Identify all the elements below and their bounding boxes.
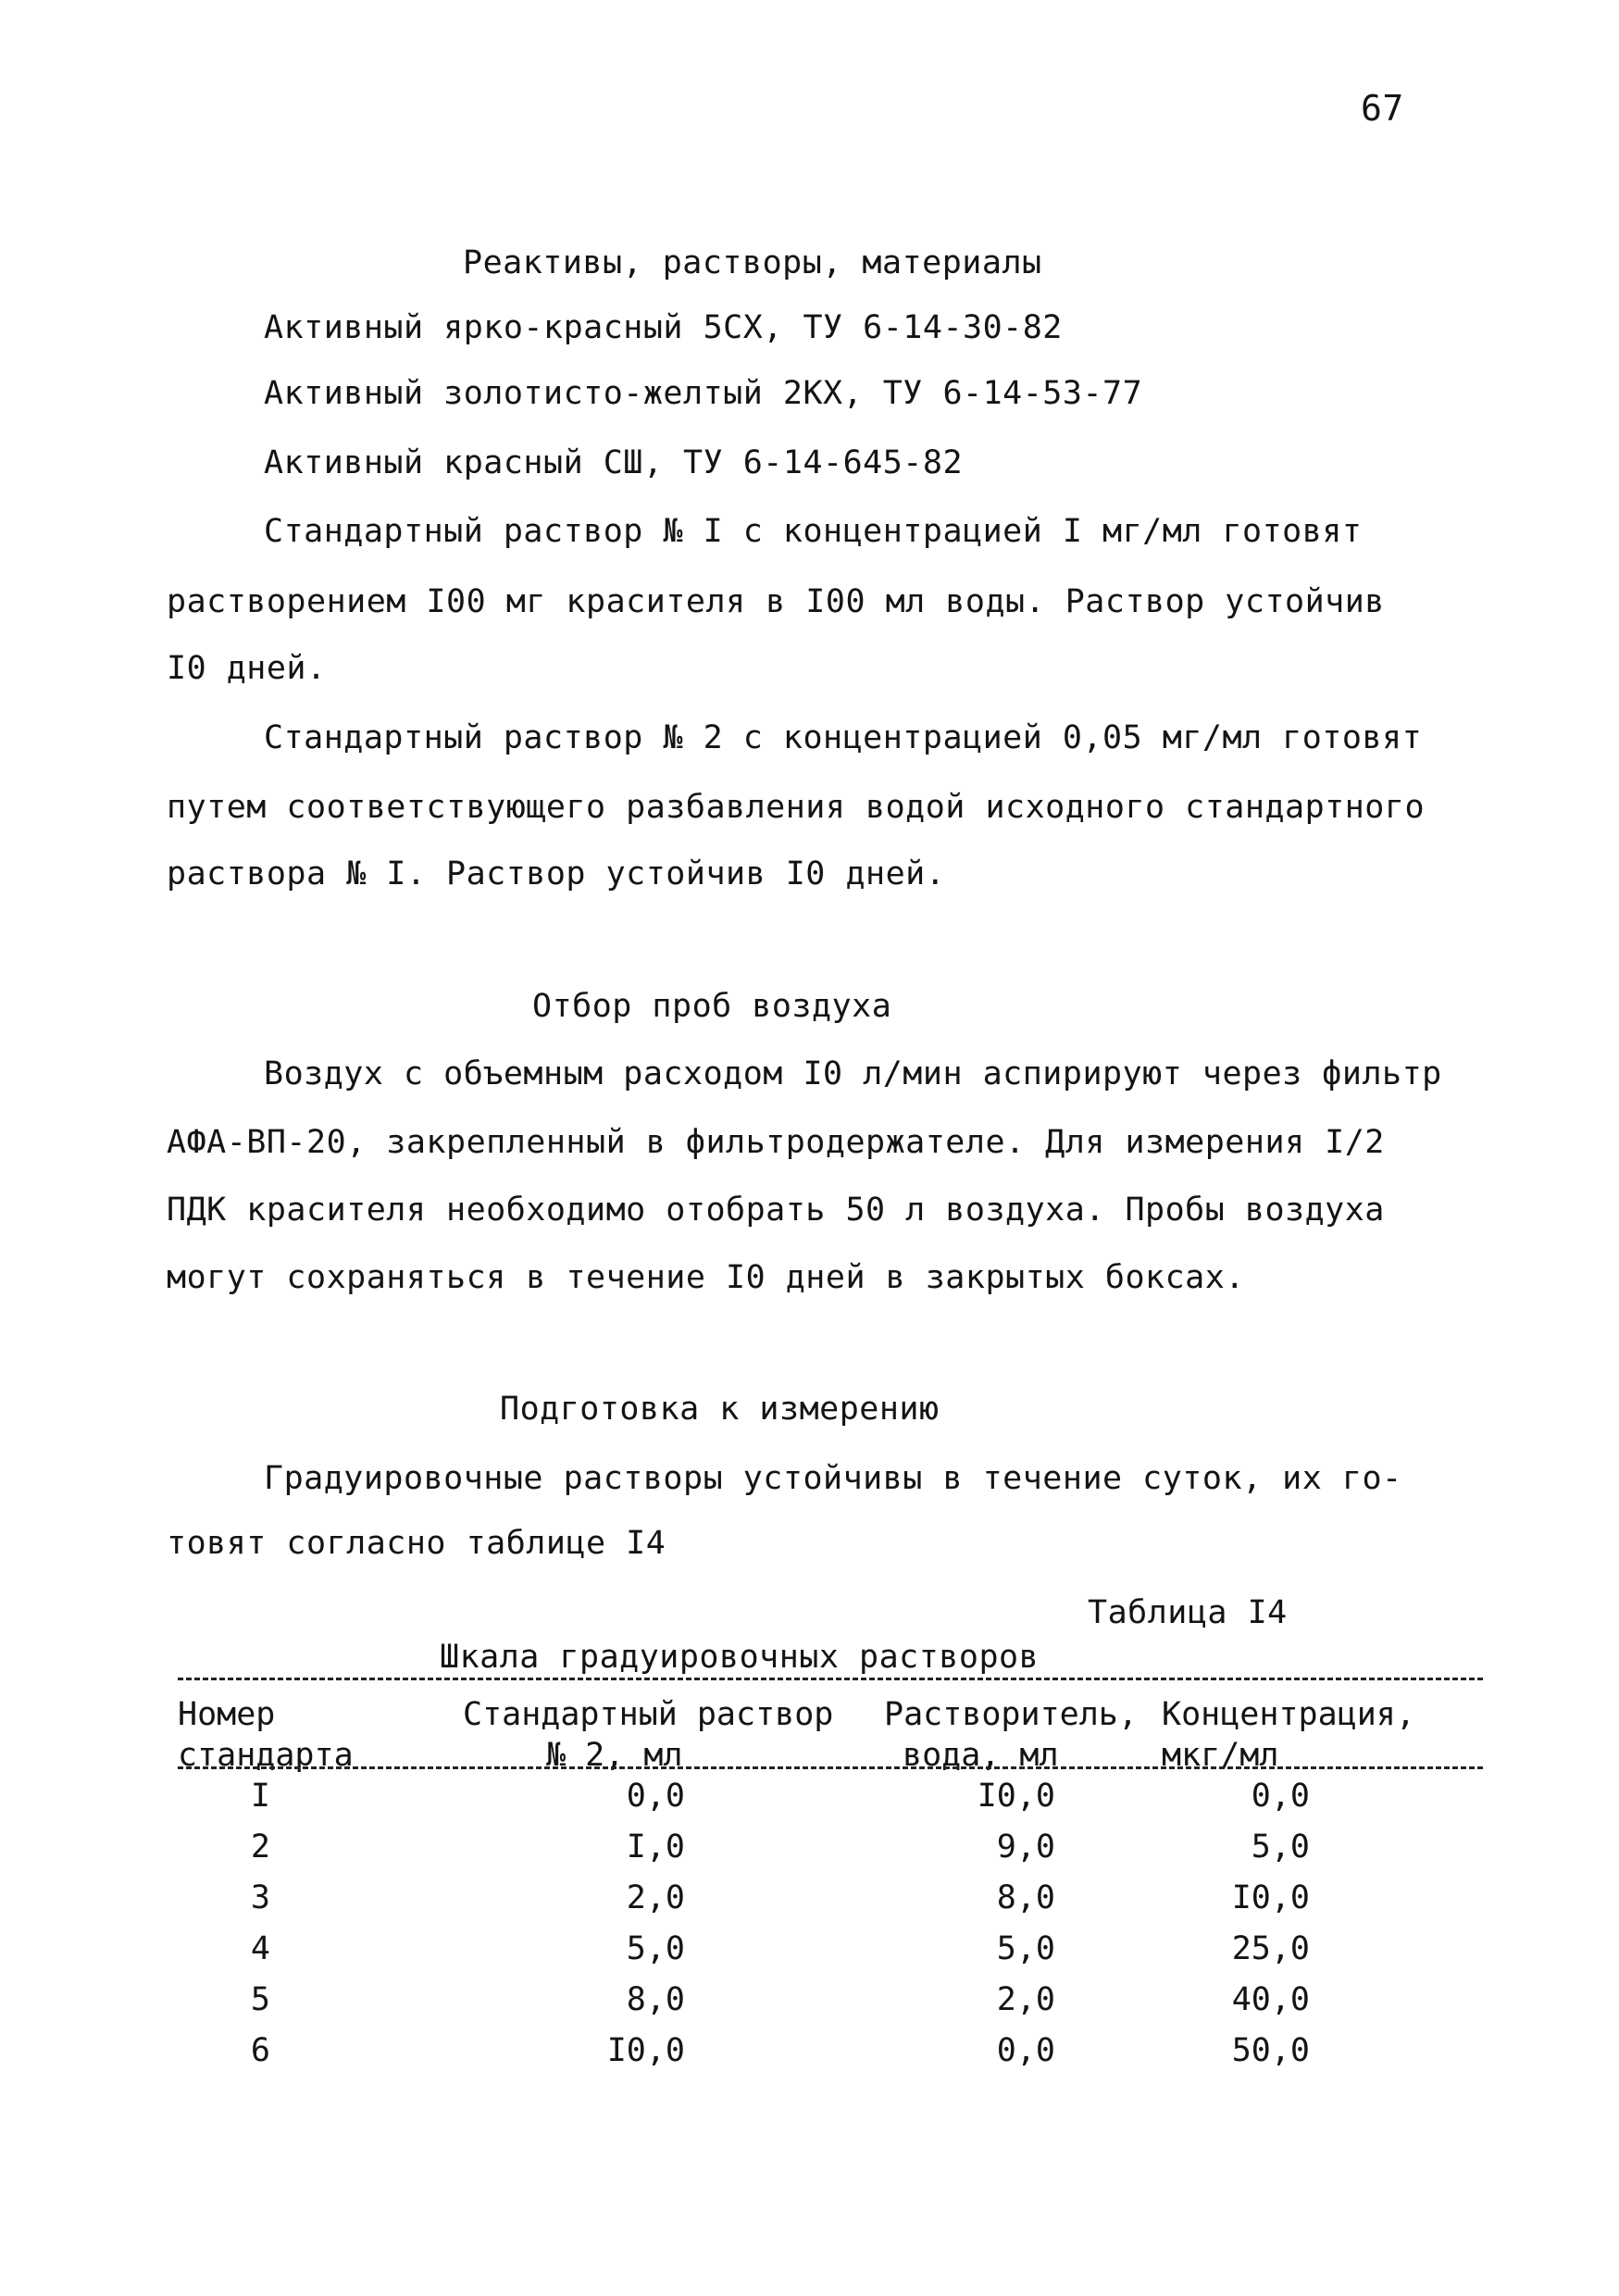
paragraph-line: раствора № I. Раствор устойчив I0 дней. — [167, 855, 946, 892]
table-cell: 40,0 — [1231, 1981, 1310, 2018]
table-cell: 25,0 — [1231, 1930, 1310, 1967]
table-cell: 5 — [250, 1981, 270, 2018]
table-cell: 0,0 — [996, 2032, 1055, 2069]
page-number: 67 — [1361, 88, 1404, 129]
paragraph-line: АФА-ВП-20, закрепленный в фильтродержателе. Для измерения I/2 — [167, 1124, 1385, 1161]
table-header-standard: Стандартный раствор № 2, мл — [463, 1696, 834, 1774]
reagent-item: Активный золотисто-желтый 2КХ, ТУ 6-14-53-77 — [264, 375, 1143, 412]
table-cell: 5,0 — [626, 1930, 685, 1967]
table-cell: I0,0 — [977, 1778, 1055, 1815]
table-cell: I — [250, 1778, 270, 1815]
paragraph-line: путем соответствующего разбавления водой исходного стандартного — [167, 789, 1426, 826]
table-cell: I0,0 — [1231, 1879, 1310, 1916]
table-cell: 2 — [250, 1828, 270, 1866]
table-cell: 2,0 — [996, 1981, 1055, 2018]
table-cell: 4 — [250, 1930, 270, 1967]
paragraph-line: товят согласно таблице I4 — [167, 1525, 666, 1562]
table-rule-top — [178, 1678, 1483, 1680]
table-header-number: Номер стандарта — [178, 1696, 354, 1774]
table-header-solvent: Растворитель, вода, мл — [884, 1696, 1138, 1774]
table-rule-header — [178, 1766, 1483, 1769]
section-heading-preparation: Подготовка к измерению — [500, 1391, 940, 1428]
table-cell: 50,0 — [1231, 2032, 1310, 2069]
table-header-concentration: Концентрация, мкг/мл — [1162, 1696, 1415, 1774]
table-cell: I,0 — [626, 1828, 685, 1866]
table-cell: 9,0 — [996, 1828, 1055, 1866]
section-heading-reagents: Реактивы, растворы, материалы — [463, 244, 1042, 281]
table-cell: 5,0 — [996, 1930, 1055, 1967]
paragraph-line: Градуировочные растворы устойчивы в течение суток, их го- — [264, 1460, 1402, 1497]
paragraph-line: растворением I00 мг красителя в I00 мл воды. Раствор устойчив — [167, 583, 1385, 620]
table-title: Шкала градуировочных растворов — [440, 1639, 1040, 1676]
reagent-item: Активный красный СШ, ТУ 6-14-645-82 — [264, 444, 964, 481]
table-cell: 5,0 — [1251, 1828, 1310, 1866]
table-cell: 8,0 — [626, 1981, 685, 2018]
paragraph-line: ПДК красителя необходимо отобрать 50 л воздуха. Пробы воздуха — [167, 1192, 1385, 1229]
section-heading-sampling: Отбор проб воздуха — [532, 988, 892, 1025]
table-cell: 2,0 — [626, 1879, 685, 1916]
table-cell: I0,0 — [606, 2032, 685, 2069]
table-label: Таблица I4 — [1088, 1594, 1288, 1631]
paragraph-line: Стандартный раствор № 2 с концентрацией 0,05 мг/мл готовят — [264, 719, 1423, 756]
paragraph-line: Воздух с объемным расходом I0 л/мин аспирируют через фильтр — [264, 1055, 1442, 1092]
table-cell: 3 — [250, 1879, 270, 1916]
table-cell: 0,0 — [1251, 1778, 1310, 1815]
paragraph-line: могут сохраняться в течение I0 дней в закрытых боксах. — [167, 1259, 1245, 1296]
paragraph-line: I0 дней. — [167, 650, 327, 687]
table-cell: 0,0 — [626, 1778, 685, 1815]
paragraph-line: Стандартный раствор № I с концентрацией I мг/мл готовят — [264, 513, 1363, 550]
reagent-item: Активный ярко-красный 5СХ, ТУ 6-14-30-82 — [264, 309, 1063, 346]
table-cell: 8,0 — [996, 1879, 1055, 1916]
table-cell: 6 — [250, 2032, 270, 2069]
